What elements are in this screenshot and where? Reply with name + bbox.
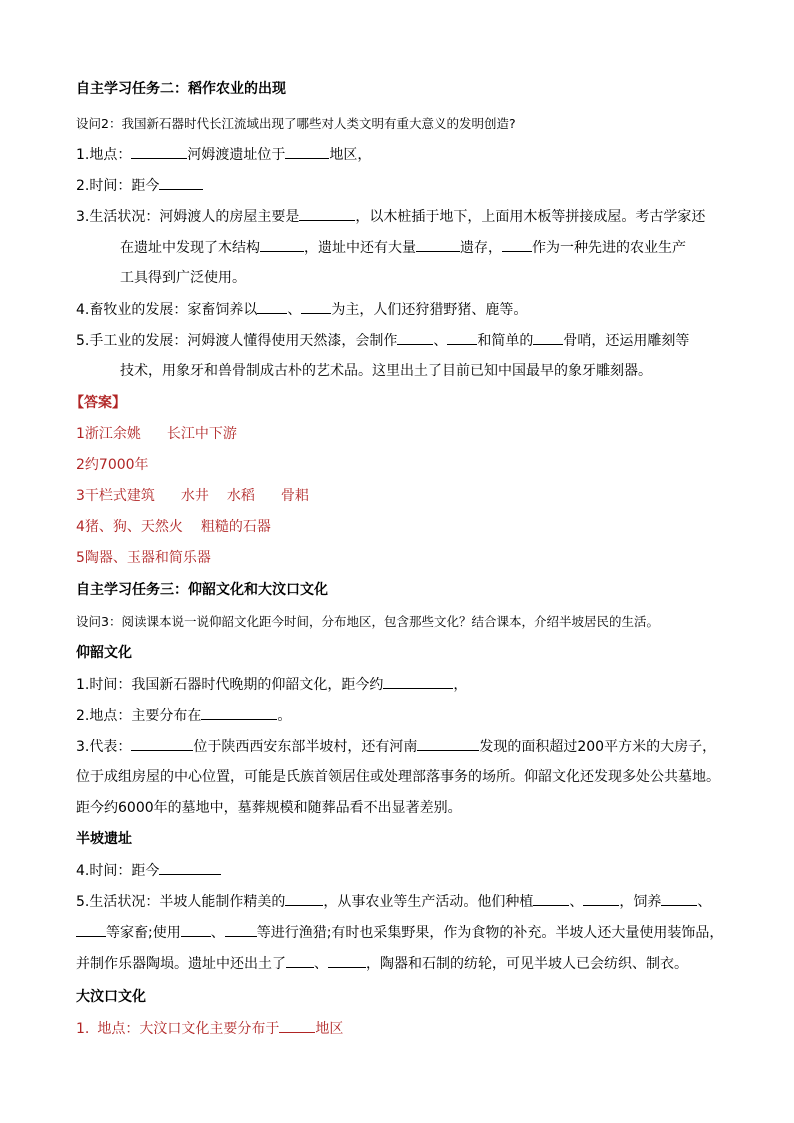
blank[interactable]: [417, 737, 479, 751]
blank[interactable]: [131, 737, 193, 751]
banpo-line-4: 并制作乐器陶埙。遗址中还出土了 、 ，陶器和石制的纺轮，可见半坡人已会纺织、制衣。: [76, 956, 688, 972]
blank[interactable]: [201, 706, 277, 720]
task3-question: 设问3：阅读课本说一说仰韶文化距今时间，分布地区，包含那些文化？结合课本，介绍半坡居民的生活。: [76, 614, 659, 629]
blank[interactable]: [279, 1019, 315, 1033]
blank[interactable]: [257, 300, 287, 314]
blank[interactable]: [181, 923, 211, 937]
blank[interactable]: [286, 954, 314, 968]
answer-5: 5陶器、玉器和简乐器: [76, 550, 211, 566]
task2-line-2: 2.时间：距今: [76, 176, 203, 195]
answer-2: 2约7000年: [76, 457, 149, 473]
task3-heading: 自主学习任务三：仰韶文化和大汶口文化: [76, 582, 328, 598]
answer-label: 【答案】: [70, 395, 126, 411]
task2-line-8: 技术，用象牙和兽骨制成古朴的艺术品。这里出土了目前已知中国最早的象牙雕刻器。: [120, 363, 652, 379]
blank[interactable]: [299, 207, 355, 221]
blank[interactable]: [76, 923, 106, 937]
blank[interactable]: [260, 238, 304, 252]
blank[interactable]: [159, 176, 203, 190]
yangshao-line-3: 3.代表： 位于陕西西安东部半坡村，还有河南 发现的面积超过200平方米的大房子，: [76, 739, 717, 755]
blank[interactable]: [397, 331, 433, 345]
yangshao-line-5: 距今约6000年的墓地中，墓葬规模和随葬品看不出显著差别。: [76, 800, 462, 816]
blank[interactable]: [285, 892, 323, 906]
yangshao-line-1: 1.时间：我国新石器时代晚期的仰韶文化，距今约 ，: [76, 677, 468, 693]
task2-line-6: 4.畜牧业的发展：家畜饲养以 、 为主，人们还狩猎野猪、鹿等。: [76, 302, 528, 318]
blank[interactable]: [661, 892, 697, 906]
blank[interactable]: [533, 892, 569, 906]
task2-line-1: 1.地点： 河姆渡遗址位于 地区，: [76, 147, 372, 163]
task2-question: 设问2：我国新石器时代长江流域出现了哪些对人类文明有重大意义的发明创造?: [76, 116, 516, 131]
task2-line-4: 在遗址中发现了木结构 ，遗址中还有大量 遗存， 作为一种先进的农业生产: [120, 240, 686, 256]
blank[interactable]: [383, 675, 453, 689]
banpo-title: 半坡遗址: [76, 831, 132, 847]
banpo-line-1: 4.时间：距今: [76, 861, 221, 880]
blank[interactable]: [225, 923, 257, 937]
answer-4: 4猪、狗、天然火 粗糙的石器: [76, 519, 271, 535]
blank[interactable]: [447, 331, 477, 345]
banpo-line-3: 等家畜;使用 、 等进行渔猎;有时也采集野果，作为食物的补充。半坡人还大量使用装饰品，: [76, 923, 723, 942]
blank[interactable]: [328, 954, 366, 968]
blank[interactable]: [131, 145, 187, 159]
blank[interactable]: [416, 238, 460, 252]
blank[interactable]: [159, 861, 221, 875]
dawenkou-line-1: 1. 地点：大汶口文化主要分布于 地区: [76, 1021, 344, 1037]
blank[interactable]: [285, 145, 329, 159]
yangshao-line-4: 位于成组房屋的中心位置，可能是氏族首领居住或处理部落事务的场所。仰韶文化还发现多处公共墓地。: [76, 769, 720, 785]
task2-line-5: 工具得到广泛使用。: [120, 270, 246, 286]
yangshao-line-2: 2.地点：主要分布在 。: [76, 708, 292, 724]
yangshao-title: 仰韶文化: [76, 645, 132, 661]
task2-line-3: 3.生活状况：河姆渡人的房屋主要是 ，以木桩插于地下，上面用木板等拼接成屋。考古学家还: [76, 209, 706, 225]
banpo-line-2: 5.生活状况：半坡人能制作精美的 ，从事农业等生产活动。他们种植 、 ，饲养 、: [76, 894, 712, 910]
task2-line-7: 5.手工业的发展：河姆渡人懂得使用天然漆，会制作 、 和简单的 骨哨，还运用雕刻等: [76, 333, 690, 349]
blank[interactable]: [502, 238, 532, 252]
blank[interactable]: [301, 300, 331, 314]
blank[interactable]: [533, 331, 563, 345]
blank[interactable]: [583, 892, 619, 906]
answer-1: 1浙江余姚 长江中下游: [76, 426, 237, 442]
dawenkou-title: 大汶口文化: [76, 989, 146, 1005]
answer-3: 3干栏式建筑 水井 水稻 骨耜: [76, 488, 309, 504]
task2-heading: 自主学习任务二：稻作农业的出现: [76, 81, 286, 97]
